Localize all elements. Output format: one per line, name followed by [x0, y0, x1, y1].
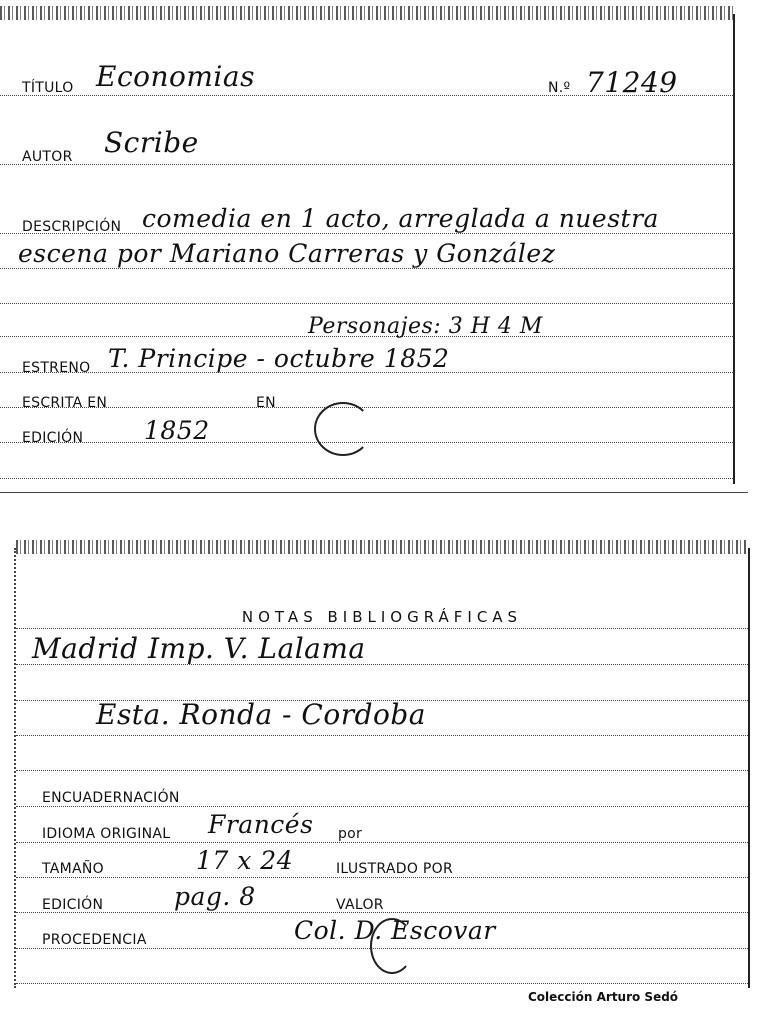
size-value: 17 x 24: [196, 846, 294, 875]
edition-value: 1852: [144, 416, 210, 445]
dotted-rule: [16, 628, 748, 629]
notes-line-1: Madrid Imp. V. Lalama: [32, 632, 366, 665]
notes-heading: NOTAS BIBLIOGRÁFICAS: [241, 608, 523, 626]
catalog-card-front: [0, 14, 735, 484]
description-line-2: escena por Mariano Carreras y González: [18, 239, 556, 268]
catalog-card-notes: [14, 548, 750, 1004]
dotted-rule: [16, 842, 748, 843]
dotted-rule: [16, 877, 748, 878]
illustrated-by-label: ILUSTRADO POR: [336, 861, 453, 877]
dotted-rule: [0, 303, 733, 304]
dotted-rule: [0, 478, 733, 479]
written-en-label: EN: [256, 395, 276, 411]
title-label: TÍTULO: [22, 80, 74, 96]
edition-label: EDICIÓN: [42, 897, 104, 913]
provenance-label: PROCEDENCIA: [42, 932, 147, 948]
dotted-rule: [16, 735, 748, 736]
dotted-rule: [16, 806, 748, 807]
description-line-1: comedia en 1 acto, arreglada a nuestra: [142, 204, 659, 233]
card-separator: [0, 492, 748, 493]
dotted-rule: [0, 164, 733, 165]
size-label: TAMAÑO: [42, 861, 104, 877]
torn-edge: [0, 6, 733, 20]
title-value: Economias: [96, 60, 255, 93]
author-value: Scribe: [104, 126, 199, 159]
characters-note: Personajes: 3 H 4 M: [308, 314, 543, 339]
binding-label: ENCUADERNACIÓN: [42, 790, 180, 806]
edition-value: pag. 8: [174, 882, 256, 911]
provenance-value: Col. D. Escovar: [294, 916, 496, 945]
original-language-value: Francés: [208, 810, 314, 839]
description-label: DESCRIPCIÓN: [22, 219, 122, 235]
dotted-rule: [0, 268, 733, 269]
dotted-rule: [0, 407, 733, 408]
torn-edge: [16, 540, 748, 554]
ink-stamp-mark: [314, 402, 372, 456]
dotted-rule: [16, 983, 748, 984]
original-language-label: IDIOMA ORIGINAL: [42, 826, 171, 842]
value-label: VALOR: [336, 897, 384, 913]
author-label: AUTOR: [22, 149, 73, 165]
premiere-label: ESTRENO: [22, 360, 91, 376]
catalog-number: 71249: [586, 66, 678, 99]
written-in-label: ESCRITA EN: [22, 395, 108, 411]
ink-stamp-mark: [370, 918, 414, 974]
notes-line-2: Esta. Ronda - Cordoba: [96, 698, 426, 731]
edition-label: EDICIÓN: [22, 430, 84, 446]
premiere-value: T. Principe - octubre 1852: [108, 344, 450, 373]
number-label: N.º: [548, 80, 571, 96]
collection-credit: Colección Arturo Sedó: [528, 990, 679, 1004]
dotted-rule: [16, 770, 748, 771]
translator-by-label: por: [338, 826, 363, 842]
